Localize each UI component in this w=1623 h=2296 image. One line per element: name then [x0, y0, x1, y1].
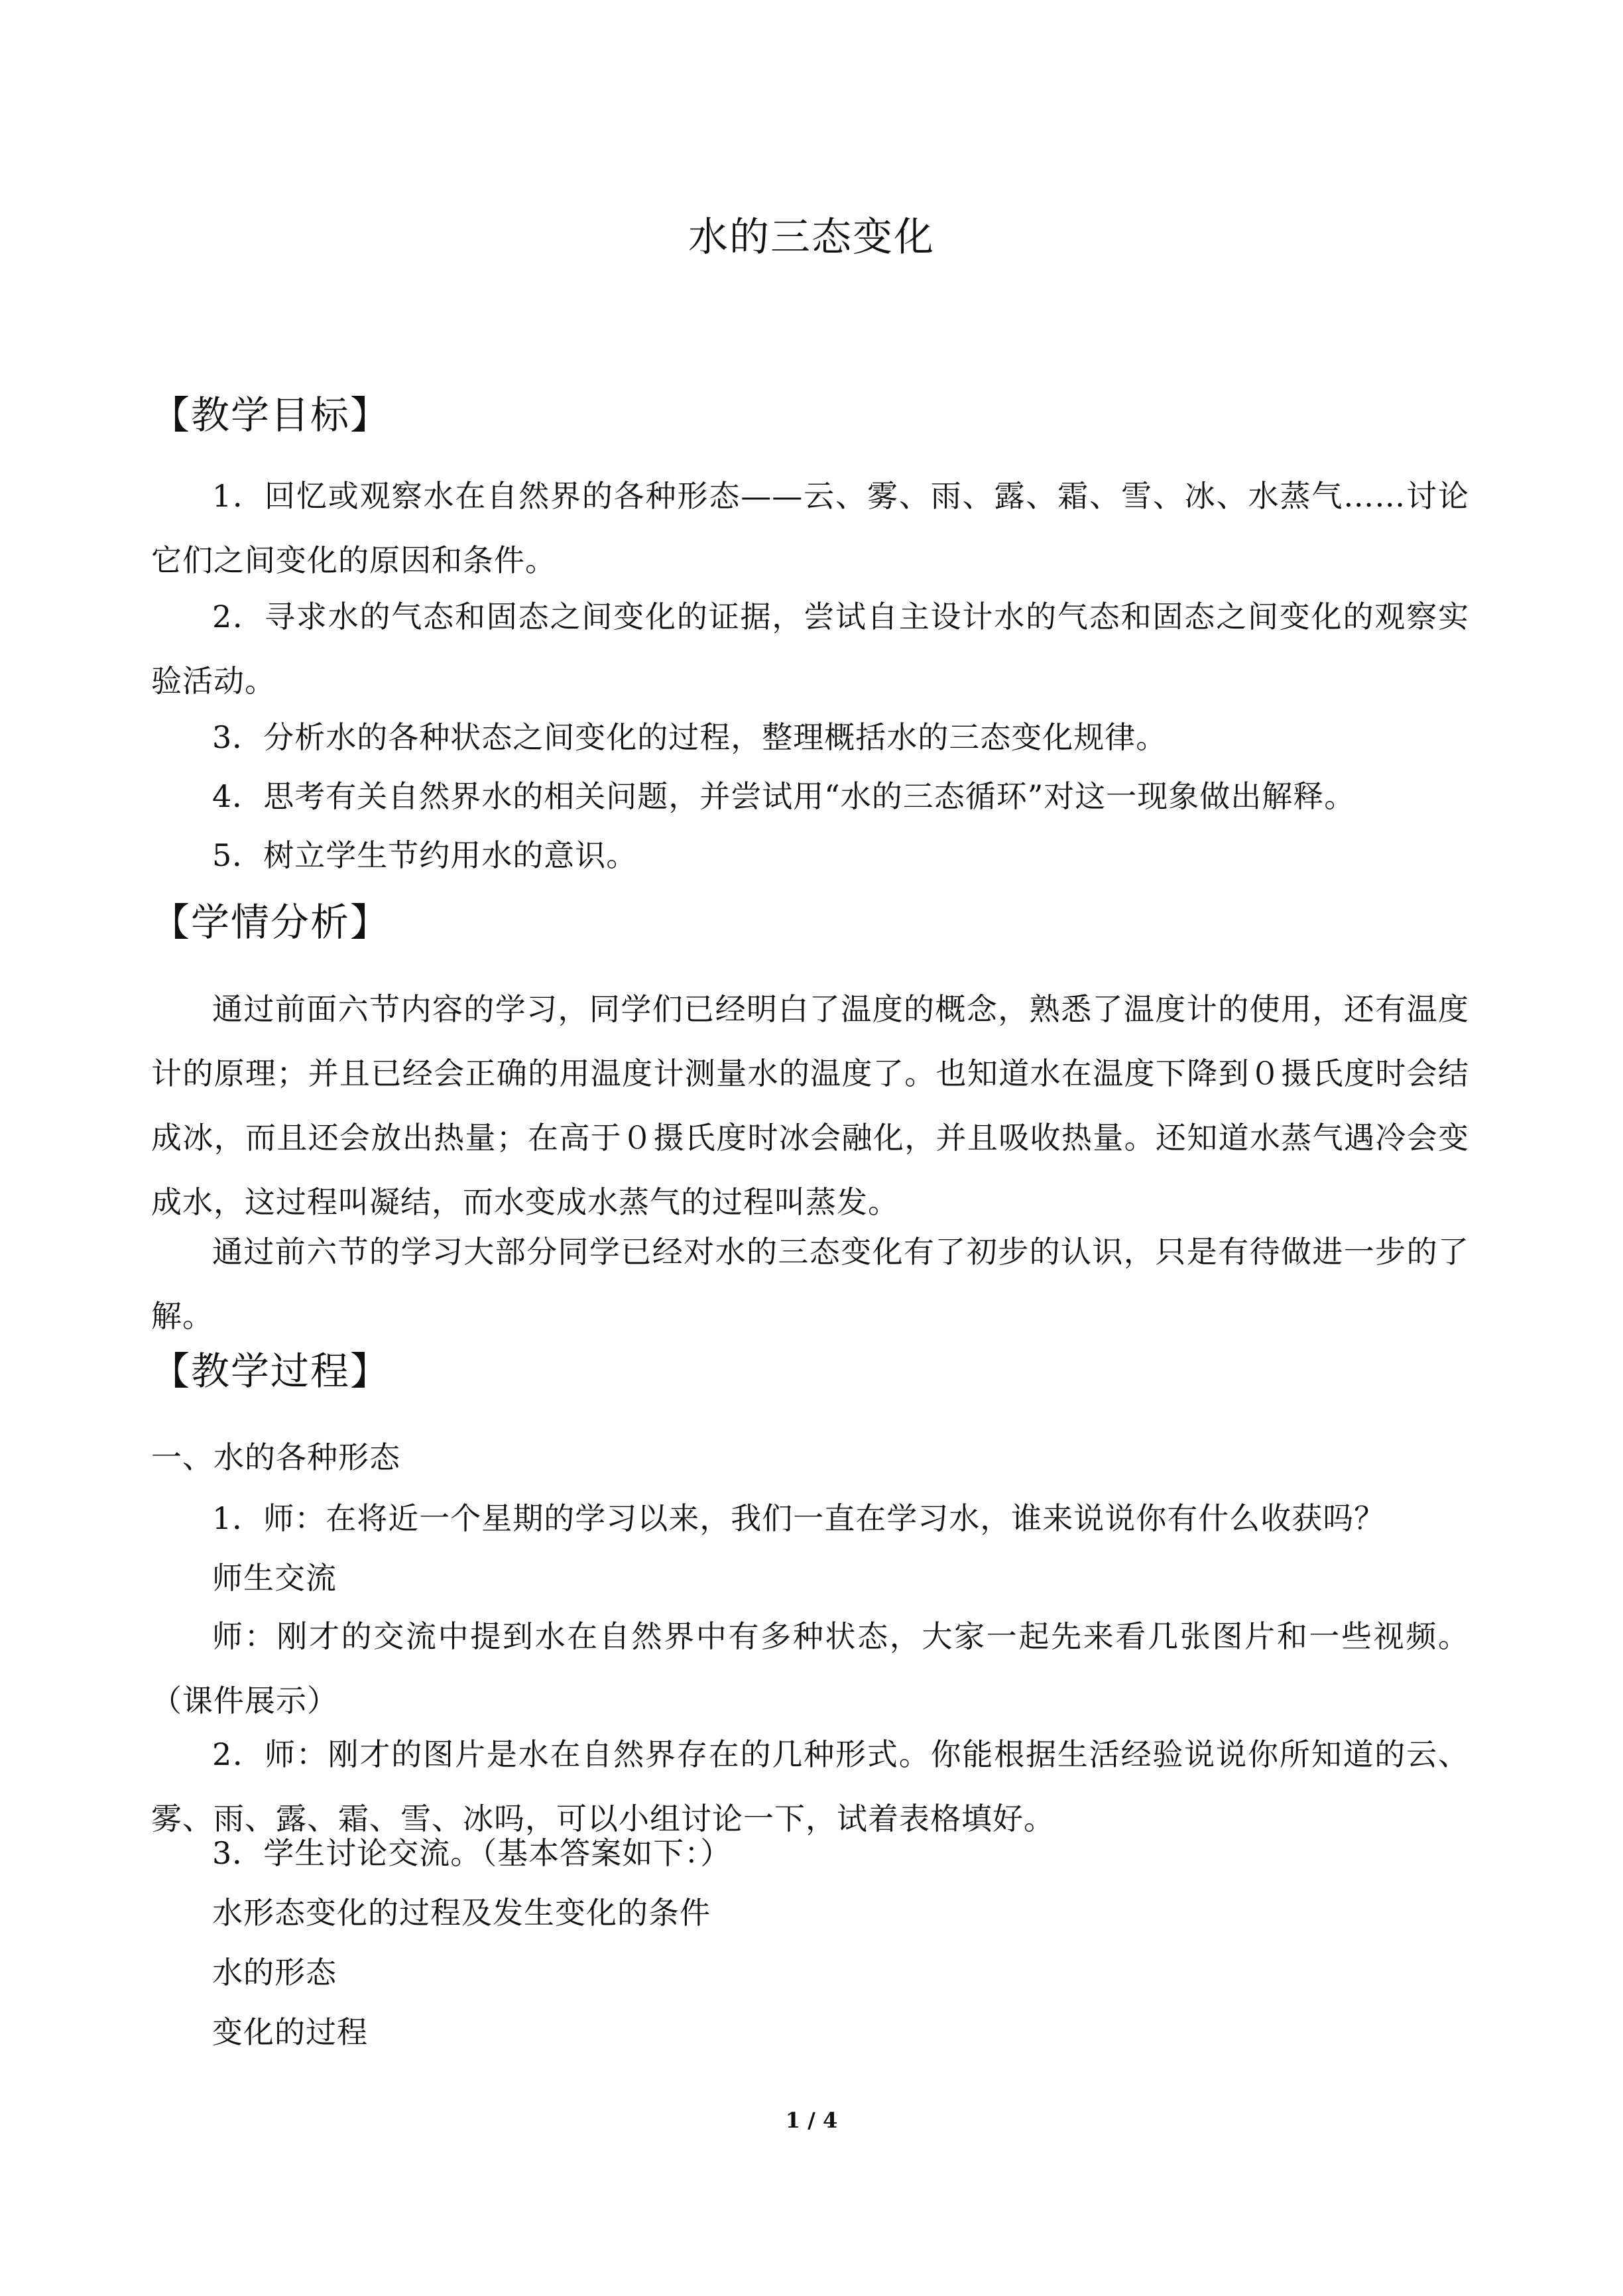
objective-item-2: 2．寻求水的气态和固态之间变化的证据，尝试自主设计水的气态和固态之间变化的观察实验活动。 [151, 599, 1469, 699]
section-heading-process: 【教学过程】 [151, 1349, 391, 1394]
process-item-2: 师生交流 [212, 1560, 337, 1596]
process-subheading: 一、水的各种形态 [151, 1439, 400, 1475]
process-item-5: 3．学生讨论交流。（基本答案如下：） [212, 1835, 732, 1871]
process-item-1: 1．师：在将近一个星期的学习以来，我们一直在学习水，谁来说说你有什么收获吗？ [212, 1500, 1386, 1536]
document-title: 水的三态变化 [688, 214, 935, 261]
analysis-paragraph-2: 通过前六节的学习大部分同学已经对水的三态变化有了初步的认识，只是有待做进一步的了解。 [151, 1234, 1469, 1334]
objective-item-5: 5．树立学生节约用水的意识。 [212, 837, 638, 873]
objective-item-1: 1．回忆或观察水在自然界的各种形态——云、雾、雨、露、霜、雪、冰、水蒸气……讨论它们之间变化的原因和条件。 [151, 478, 1469, 578]
analysis-paragraph-1: 通过前面六节内容的学习，同学们已经明白了温度的概念，熟悉了温度计的使用，还有温度计的原理；并且已经会正确的用温度计测量水的温度了。也知道水在温度下降到０摄氏度时会结成冰，而且还会放出热量；在高于０摄氏度时冰会融化，并且吸收热量。还知道水蒸气遇冷会变成水，这过程叫凝结，而水变成水蒸气的过程叫蒸发。 [151, 991, 1469, 1220]
process-item-7: 水的形态 [212, 1955, 337, 1990]
process-item-3: 师：刚才的交流中提到水在自然界中有多种状态，大家一起先来看几张图片和一些视频。（课件展示） [151, 1618, 1469, 1719]
process-item-4: 2．师：刚才的图片是水在自然界存在的几种形式。你能根据生活经验说说你所知道的云、雾、雨、露、霜、雪、冰吗，可以小组讨论一下，试着表格填好。 [151, 1736, 1469, 1837]
process-item-6: 水形态变化的过程及发生变化的条件 [212, 1895, 711, 1931]
process-item-8: 变化的过程 [212, 2014, 368, 2050]
section-heading-objectives: 【教学目标】 [151, 393, 391, 438]
objective-item-3: 3．分析水的各种状态之间变化的过程，整理概括水的三态变化规律。 [212, 719, 1168, 755]
objective-item-4: 4．思考有关自然界水的相关问题，并尝试用“水的三态循环”对这一现象做出解释。 [212, 778, 1356, 814]
section-heading-analysis: 【学情分析】 [151, 900, 391, 945]
page-number: 1 / 4 [785, 2108, 838, 2133]
